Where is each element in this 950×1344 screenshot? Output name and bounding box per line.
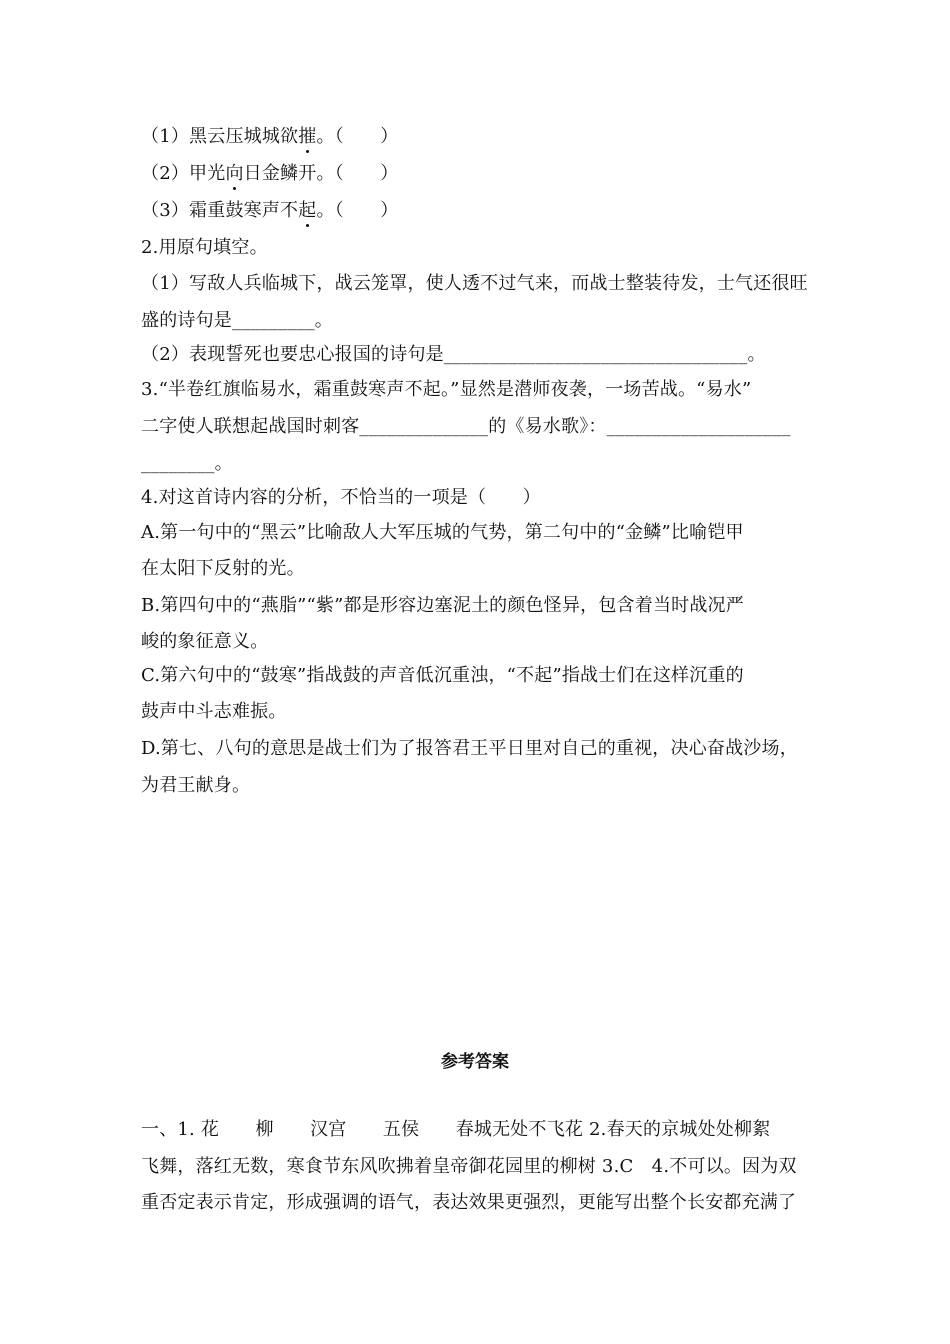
q2-item-1-line-1: （1）写敌人兵临城下，战云笼罩，使人透不过气来，而战士整装待发，士气还很旺 (141, 273, 808, 294)
q2-heading: 2.用原句填空。 (141, 237, 268, 258)
emphasis-dot-char: 向 (225, 163, 244, 184)
q4-option-d-line-1: D.第七、八句的意思是战士们为了报答君王平日里对自己的重视，决心奋战沙场， (141, 738, 798, 759)
q3-line-2: 二字使人联想起战国时刺客______________的《易水歌》：____________________ (141, 416, 791, 437)
answers-title: 参考答案 (441, 1052, 509, 1072)
q3-line-3: ________。 (141, 453, 233, 474)
q4-stem: 4.对这首诗内容的分析，不恰当的一项是（ ） (141, 487, 541, 508)
q2-item-1-line-2: 盛的诗句是_________。 (141, 310, 333, 331)
answers-line-3: 重否定表示肯定，形成强调的语气，表达效果更强烈，更能写出整个长安都充满了 (141, 1192, 797, 1213)
q1-item-2: （2）甲光向日金鳞开。（ ） (141, 163, 399, 184)
q1-item-3: （3）霜重鼓寒声不起。（ ） (141, 200, 399, 221)
q4-option-d-line-2: 为君王献身。 (141, 775, 251, 796)
q2-item-2: （2）表现誓死也要忠心报国的诗句是_________________________________。 (141, 344, 766, 365)
q4-option-c-line-1: C.第六句中的“鼓寒”指战鼓的声音低沉重浊，“不起”指战士们在这样沉重的 (141, 665, 744, 686)
q4-option-b-line-1: B.第四句中的“燕脂”“紫”都是形容边塞泥土的颜色怪异，包含着当时战况严 (141, 595, 744, 616)
q4-option-a-line-2: 在太阳下反射的光。 (141, 558, 305, 579)
answers-line-1: 一、1. 花 柳 汉宫 五侯 春城无处不飞花 2.春天的京城处处柳絮 (141, 1119, 771, 1140)
q4-option-a-line-1: A.第一句中的“黑云”比喻敌人大军压城的气势，第二句中的“金鳞”比喻铠甲 (141, 522, 744, 543)
emphasis-dot-char: 起 (298, 200, 317, 221)
q1-item-1: （1）黑云压城城欲摧。（ ） (141, 126, 399, 147)
answers-line-2: 飞舞，落红无数，寒食节东风吹拂着皇帝御花园里的柳树 3.C 4.不可以。因为双 (141, 1156, 797, 1177)
q4-option-c-line-2: 鼓声中斗志难振。 (141, 701, 287, 722)
q3-line-1: 3.“半卷红旗临易水，霜重鼓寒声不起。”显然是潜师夜袭，一场苦战。“易水” (141, 379, 752, 400)
q4-option-b-line-2: 峻的象征意义。 (141, 631, 269, 652)
emphasis-dot-char: 摧 (298, 126, 317, 147)
